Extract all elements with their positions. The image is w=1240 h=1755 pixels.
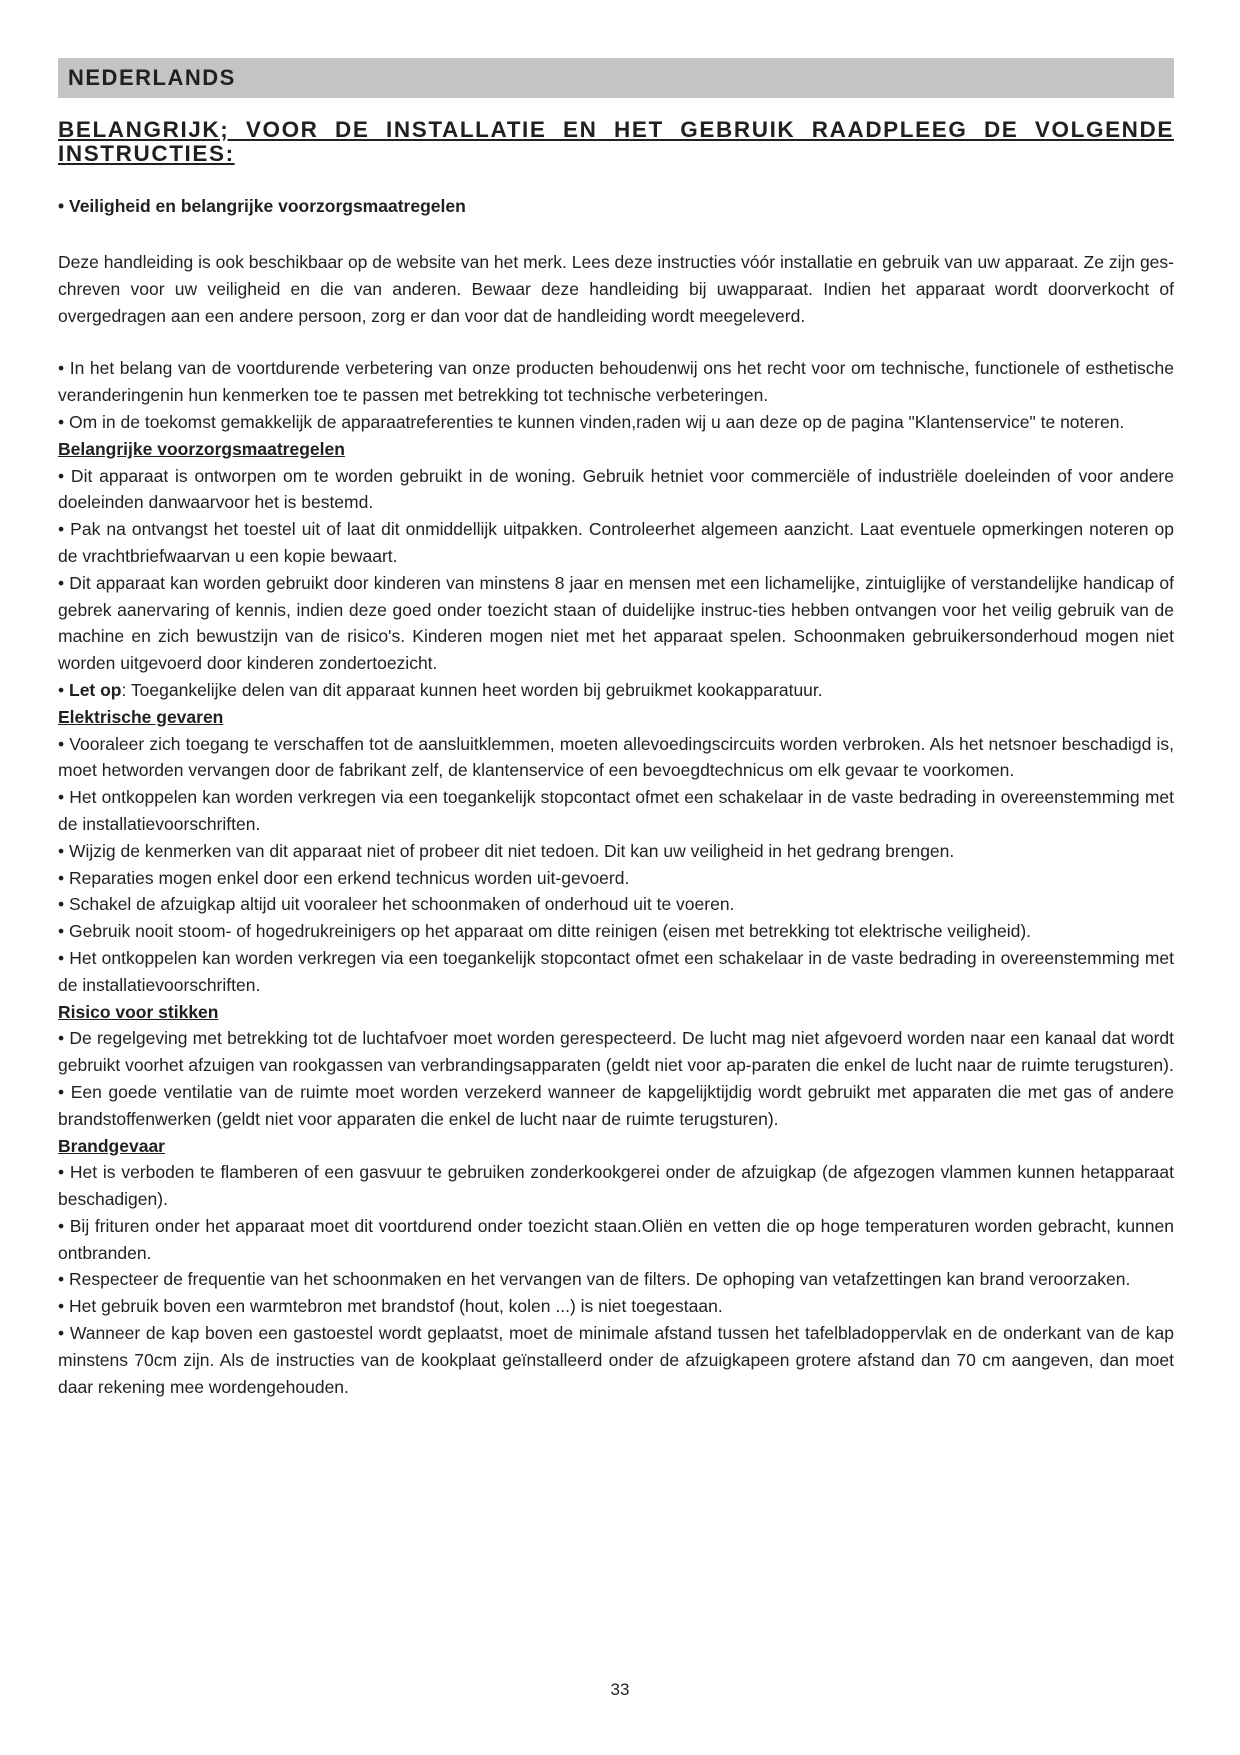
suffocation-item: • Een goede ventilatie van de ruimte moet worden verzekerd wanneer de kapgelijktijdig wordt gebruikt met apparaten die met gas of andere brandstoffenwerken (geldt niet voor apparaten die enkel de lucht naar de ruimte terugsturen). [58, 1081, 1174, 1129]
general-item: • Om in de toekomst gemakkelijk de apparaatreferenties te kunnen vinden,raden wij u aan deze op de pagina "Klantenservice" te noteren. [58, 411, 1125, 432]
electrical-item: • Schakel de afzuigkap altijd uit vooraleer het schoonmaken of onderhoud uit te voeren. [58, 894, 735, 915]
fire-heading: Brandgevaar [58, 1135, 165, 1156]
suffocation-heading: Risico voor stikken [58, 1001, 219, 1022]
electrical-item: • Het ontkoppelen kan worden verkregen via een toegankelijk stopcontact ofmet een schakelaar in de vaste bedrading in overeenstemming met de installatievoorschriften. [58, 947, 1174, 995]
electrical-item: • Gebruik nooit stoom- of hogedrukreinigers op het apparaat om ditte reinigen (eisen met betrekking tot elektrische veiligheid). [58, 921, 1032, 942]
electrical-heading: Elektrische gevaren [58, 706, 224, 727]
fire-item: • Het gebruik boven een warmtebron met brandstof (hout, kolen ...) is niet toegestaan. [58, 1296, 723, 1317]
precaution-item: • Dit apparaat is ontworpen om te worden gebruikt in de woning. Gebruik hetniet voor commerciële of industriële doeleinden of voor andere doeleinden danwaarvoor het is bestemd. [58, 465, 1174, 513]
main-title: BELANGRIJK; VOOR DE INSTALLATIE EN HET GEBRUIK RAADPLEEG DE VOLGENDE INSTRUCTIES: [58, 117, 1174, 166]
language-label: NEDERLANDS [68, 65, 236, 90]
precautions-heading: Belangrijke voorzorgsmaatregelen [58, 438, 345, 459]
fire-item: • Wanneer de kap boven een gastoestel wordt geplaatst, moet de minimale afstand tussen het tafelbladoppervlak en de onderkant van de kap minstens 70cm zijn. Als de instructies van de kookplaat geïnstalleerd onder de afzuigkapeen grotere afstand dan 70 cm aangeven, dan moet daar rekening mee wordengehouden. [58, 1323, 1174, 1397]
fire-item: • Het is verboden te flamberen of een gasvuur te gebruiken zonderkookgerei onder de afzuigkap (de afgezogen vlammen kunnen hetapparaat beschadigen). [58, 1162, 1174, 1210]
suffocation-item: • De regelgeving met betrekking tot de luchtafvoer moet worden gerespecteerd. De lucht mag niet afgevoerd worden naar een kanaal dat wordt gebruikt voorhet afzuigen van rookgassen van verbrandingsapparaten (geldt niet voor ap-paraten die enkel de lucht naar de ruimte terugsturen). [58, 1028, 1174, 1076]
let-op-item [58, 677, 1174, 704]
precaution-item: • Dit apparaat kan worden gebruikt door kinderen van minstens 8 jaar en mensen met een lichamelijke, zintuiglijke of verstandelijke handicap of gebrek aanervaring of kennis, indien deze goed onder toezicht staan of duidelijke instruc-ties hebben ontvangen voor het veilig gebruik van de machine en zich bewustzijn van de risico's. Kinderen mogen niet met het apparaat spelen. Schoonmaken gebruikersonderhoud mogen niet worden uitgevoerd door kinderen zondertoezicht. [58, 572, 1174, 674]
document-page [58, 58, 1174, 1400]
instructions-content [58, 355, 1174, 1400]
intro-paragraph: Deze handleiding is ook beschikbaar op de website van het merk. Lees deze instructies vóór installatie en gebruik van uw apparaat. Ze zijn ges-chreven voor uw veiligheid en die van anderen. Bewaar deze handleiding bij uwapparaat. Indien het apparaat wordt doorverkocht of overgedragen aan een andere persoon, zorg er dan voor dat de handleiding wordt meegeleverd. [58, 252, 1174, 326]
electrical-item: • Reparaties mogen enkel door een erkend technicus worden uit-gevoerd. [58, 867, 630, 888]
let-op-bullet: • [58, 679, 69, 700]
precaution-item: • Pak na ontvangst het toestel uit of laat dit onmiddellijk uitpakken. Controleerhet algemeen aanzicht. Laat eventuele opmerkingen noteren op de vrachtbriefwaarvan u een kopie bewaart. [58, 519, 1174, 566]
electrical-item: • Wijzig de kenmerken van dit apparaat niet of probeer dit niet tedoen. Dit kan uw veiligheid in het gedrang brengen. [58, 840, 955, 861]
let-op-label: Let op [69, 679, 122, 700]
fire-item: • Respecteer de frequentie van het schoonmaken en het vervangen van de filters. De ophoping van vetafzettingen kan brand veroorzaken. [58, 1269, 1131, 1290]
general-item: • In het belang van de voortdurende verbetering van onze producten behoudenwij ons het recht voor om technische, functionele of esthetische veranderingenin hun kenmerken toe te passen met betrekking tot technische verbeteringen. [58, 358, 1174, 406]
page-number: 33 [610, 1680, 630, 1699]
language-header-bar [58, 58, 1174, 98]
section-title: • Veiligheid en belangrijke voorzorgsmaatregelen [58, 196, 466, 216]
let-op-text: : Toegankelijke delen van dit apparaat kunnen heet worden bij gebruikmet kookapparatuur. [121, 679, 823, 700]
electrical-item: • Vooraleer zich toegang te verschaffen tot de aansluitklemmen, moeten allevoedingscircuits worden verbroken. Als het netsnoer beschadigd is, moet hetworden vervangen door de fabrikant zelf, de klantenservice of een bevoegdtechnicus om elk gevaar te voorkomen. [58, 733, 1174, 781]
fire-item: • Bij frituren onder het apparaat moet dit voortdurend onder toezicht staan.Oliën en vetten die op hoge temperaturen worden gebracht, kunnen ontbranden. [58, 1215, 1174, 1263]
electrical-item: • Het ontkoppelen kan worden verkregen via een toegankelijk stopcontact ofmet een schakelaar in de vaste bedrading in overeenstemming met de installatievoorschriften. [58, 787, 1174, 834]
